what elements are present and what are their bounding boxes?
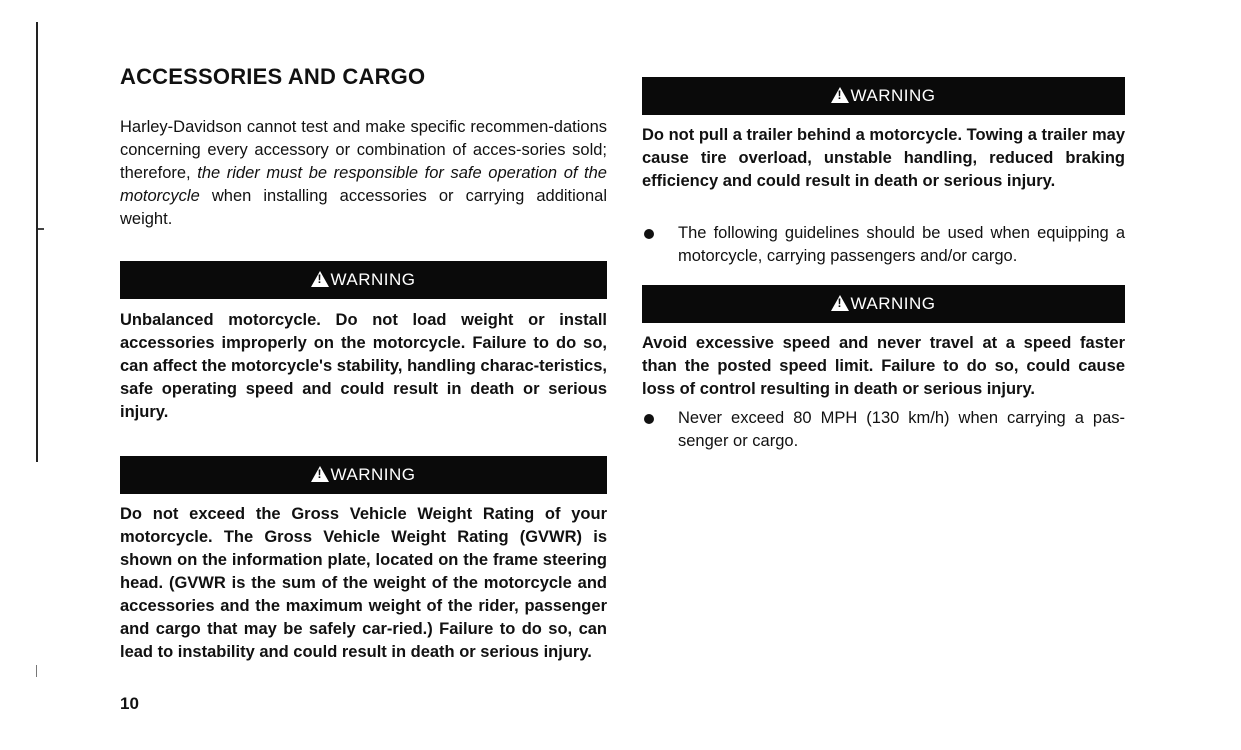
warning-label: WARNING [850, 86, 936, 105]
bullet-text-speed-limit: Never exceed 80 MPH (130 km/h) when carrying a pas-senger or cargo. [678, 409, 1125, 450]
list-item [642, 407, 1125, 453]
section-title: ACCESSORIES AND CARGO [120, 64, 426, 89]
bullet-icon [644, 229, 654, 239]
intro-text-end: when installing accessories or carrying additional weight. [120, 187, 607, 228]
warning-banner-speed [642, 285, 1125, 323]
warning-label: WARNING [330, 465, 416, 484]
warning-text-trailer: Do not pull a trailer behind a motorcycle. Towing a trailer may cause tire overload, unstable handling, reduced braking efficiency and could result in death or serious injury. [642, 126, 1125, 190]
warning-banner-gvwr [120, 456, 607, 494]
binding-margin-mark [36, 665, 37, 677]
warning-triangle-icon [311, 466, 329, 482]
warning-triangle-icon [311, 271, 329, 287]
warning-banner-unbalanced [120, 261, 607, 299]
warning-triangle-icon [831, 87, 849, 103]
bullet-icon [644, 414, 654, 424]
intro-paragraph [120, 116, 607, 231]
intro-emphasis: the rider must be responsible for safe operation of the motorcycle [120, 164, 607, 205]
bullet-text-guidelines: The following guidelines should be used when equipping a motorcycle, carrying passengers and/or cargo. [678, 224, 1125, 265]
warning-text-unbalanced: Unbalanced motorcycle. Do not load weight or install accessories improperly on the motorcycle. Failure to do so, can affect the motorcycle's stability, handling charac-teristics, safe operating speed and could result in death or serious injury. [120, 311, 607, 421]
binding-margin-tick [38, 228, 44, 230]
page-number: 10 [120, 694, 139, 713]
binding-margin-line [36, 22, 38, 462]
intro-text-start: Harley-Davidson cannot test and make specific recommen-dations concerning every accessory or combination of acces-sories sold; therefore, [120, 118, 607, 182]
warning-text-speed: Avoid excessive speed and never travel at a speed faster than the posted speed limit. Failure to do so, could cause loss of control resulting in death or serious injury. [642, 334, 1125, 398]
warning-banner-trailer [642, 77, 1125, 115]
warning-label: WARNING [850, 294, 936, 313]
list-item [642, 222, 1125, 268]
warning-text-gvwr: Do not exceed the Gross Vehicle Weight Rating of your motorcycle. The Gross Vehicle Weight Rating (GVWR) is shown on the information plate, located on the frame steering head. (GVWR is the sum of the weight of the motorcycle and accessories and the maximum weight of the rider, passenger and cargo that may be safely car-ried.) Failure to do so, can lead to instability and could result in death or serious injury. [120, 505, 607, 661]
warning-triangle-icon [831, 295, 849, 311]
warning-label: WARNING [330, 270, 416, 289]
